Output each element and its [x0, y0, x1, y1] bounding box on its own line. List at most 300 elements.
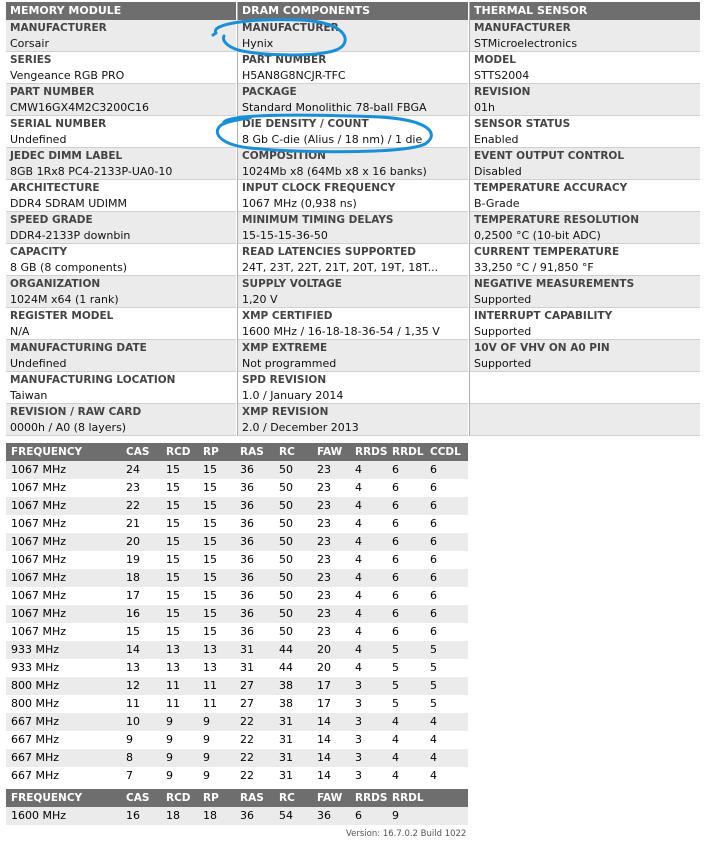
column-header: RAS: [240, 446, 264, 458]
table-cell: 15: [203, 553, 217, 566]
table-cell: 3: [355, 733, 362, 746]
info-field: [6, 116, 236, 148]
table-cell: 5: [430, 661, 437, 674]
field-label: PART NUMBER: [242, 54, 327, 66]
table-cell: 3: [355, 679, 362, 692]
empty-field: [470, 372, 700, 404]
table-cell: 4: [430, 733, 437, 746]
table-cell: 36: [240, 481, 254, 494]
info-field: [238, 84, 468, 116]
info-field: [238, 276, 468, 308]
table-cell: 4: [392, 751, 399, 764]
table-cell: 17: [317, 697, 331, 710]
table-cell: 31: [279, 715, 293, 728]
table-cell: 21: [126, 517, 140, 530]
field-label: SUPPLY VOLTAGE: [242, 278, 342, 290]
table-cell: 5: [392, 661, 399, 674]
table-cell: 800 MHz: [11, 697, 60, 710]
info-field: [470, 244, 700, 276]
info-field: [470, 116, 700, 148]
field-label: SPD REVISION: [242, 374, 327, 386]
table-cell: 36: [240, 517, 254, 530]
table-cell: 9: [166, 769, 173, 782]
table-cell: 36: [240, 571, 254, 584]
column-header: FAW: [317, 792, 343, 804]
field-value: 8 GB (8 components): [10, 261, 128, 274]
field-label: REVISION / RAW CARD: [10, 406, 142, 418]
field-label: INPUT CLOCK FREQUENCY: [242, 182, 396, 194]
field-label: SENSOR STATUS: [474, 118, 571, 130]
info-field: [238, 180, 468, 212]
field-value: Not programmed: [242, 357, 337, 370]
table-cell: 5: [430, 697, 437, 710]
table-cell: 4: [355, 589, 362, 602]
table-cell: 50: [279, 499, 293, 512]
thermal-sensor-header: THERMAL SENSOR: [470, 2, 700, 20]
table-cell: 15: [166, 589, 180, 602]
table-cell: 36: [240, 499, 254, 512]
table-cell: 15: [166, 553, 180, 566]
info-field: [470, 308, 700, 340]
table-row: [6, 479, 468, 497]
table-cell: 36: [240, 535, 254, 548]
info-field: [238, 116, 468, 148]
field-label: JEDEC DIMM LABEL: [10, 150, 123, 162]
info-field: [6, 180, 236, 212]
field-value: 33,250 °C / 91,850 °F: [474, 261, 594, 274]
table-cell: 18: [126, 571, 140, 584]
info-field: [238, 20, 468, 52]
table-cell: 50: [279, 607, 293, 620]
field-value: Vengeance RGB PRO: [10, 69, 125, 82]
column-header: CCDL: [430, 446, 461, 458]
table-cell: 36: [240, 589, 254, 602]
table-cell: 4: [392, 769, 399, 782]
table-cell: 36: [240, 607, 254, 620]
info-field: [470, 84, 700, 116]
table-cell: 4: [355, 661, 362, 674]
table-cell: 6: [430, 535, 437, 548]
table-cell: 22: [240, 751, 254, 764]
table-row: [6, 569, 468, 587]
table-cell: 9: [203, 715, 210, 728]
info-field: [238, 372, 468, 404]
table-cell: 6: [392, 535, 399, 548]
table-cell: 50: [279, 589, 293, 602]
field-label: XMP EXTREME: [242, 342, 328, 354]
table-cell: 9: [392, 809, 399, 822]
table-cell: 15: [203, 481, 217, 494]
table-cell: 14: [317, 733, 331, 746]
info-field: [6, 20, 236, 52]
table-cell: 15: [166, 481, 180, 494]
table-cell: 4: [355, 607, 362, 620]
field-value: Standard Monolithic 78-ball FBGA: [242, 101, 427, 114]
field-value: 24T, 23T, 22T, 21T, 20T, 19T, 18T...: [242, 261, 439, 274]
empty-field: [470, 404, 700, 436]
column-header: RRDL: [392, 792, 424, 804]
table-cell: 50: [279, 553, 293, 566]
table-cell: 11: [126, 697, 140, 710]
table-cell: 4: [355, 499, 362, 512]
table-cell: 1067 MHz: [11, 571, 67, 584]
table-cell: 3: [355, 697, 362, 710]
info-field: [470, 52, 700, 84]
table-cell: 9: [166, 715, 173, 728]
table-cell: 20: [317, 661, 331, 674]
field-value: 8GB 1Rx8 PC4-2133P-UA0-10: [10, 165, 173, 178]
field-value: CMW16GX4M2C3200C16: [10, 101, 149, 114]
table-cell: 4: [355, 553, 362, 566]
table-cell: 15: [203, 535, 217, 548]
table-cell: 13: [166, 643, 180, 656]
table-cell: 6: [430, 463, 437, 476]
table-cell: 4: [355, 571, 362, 584]
table-cell: 13: [126, 661, 140, 674]
info-field: [6, 276, 236, 308]
table-cell: 6: [392, 607, 399, 620]
table-cell: 15: [203, 625, 217, 638]
table-row: [6, 677, 468, 695]
table-cell: 11: [203, 679, 217, 692]
table-cell: 23: [317, 463, 331, 476]
field-label: PART NUMBER: [10, 86, 95, 98]
table-cell: 50: [279, 463, 293, 476]
table-cell: 23: [317, 571, 331, 584]
info-field: [470, 180, 700, 212]
info-field: [6, 244, 236, 276]
table-cell: 667 MHz: [11, 751, 60, 764]
table-cell: 6: [430, 499, 437, 512]
table-cell: 54: [279, 809, 293, 822]
table-cell: 14: [317, 715, 331, 728]
column-header: RCD: [166, 446, 191, 458]
table-cell: 16: [126, 809, 140, 822]
table-cell: 23: [317, 499, 331, 512]
table-cell: 14: [126, 643, 140, 656]
table-cell: 13: [203, 643, 217, 656]
field-value: N/A: [10, 325, 30, 338]
column-header: RP: [203, 792, 219, 804]
field-value: Disabled: [474, 165, 522, 178]
table-cell: 14: [317, 769, 331, 782]
info-field: [238, 212, 468, 244]
table-cell: 6: [355, 809, 362, 822]
table-cell: 6: [392, 553, 399, 566]
table-cell: 15: [166, 517, 180, 530]
table-cell: 4: [355, 463, 362, 476]
table-cell: 15: [203, 589, 217, 602]
table-cell: 27: [240, 697, 254, 710]
memory-module-header: MEMORY MODULE: [6, 2, 236, 20]
table-cell: 20: [317, 643, 331, 656]
info-field: [470, 148, 700, 180]
field-value: STMicroelectronics: [474, 37, 578, 50]
table-cell: 3: [355, 751, 362, 764]
table-row: [6, 461, 468, 479]
table-cell: 1067 MHz: [11, 553, 67, 566]
field-label: SPEED GRADE: [10, 214, 93, 226]
table-cell: 5: [392, 679, 399, 692]
table-cell: 17: [126, 589, 140, 602]
field-label: CAPACITY: [10, 246, 68, 258]
field-value: Undefined: [10, 133, 67, 146]
field-value: 8 Gb C-die (Alius / 18 nm) / 1 die: [242, 133, 423, 146]
field-value: 0000h / A0 (8 layers): [10, 421, 127, 434]
table-cell: 9: [126, 733, 133, 746]
dram-components-header: DRAM COMPONENTS: [238, 2, 468, 20]
info-field: [6, 308, 236, 340]
table-cell: 1600 MHz: [11, 809, 67, 822]
table-cell: 15: [203, 517, 217, 530]
field-label: MANUFACTURING LOCATION: [10, 374, 176, 386]
table-cell: 44: [279, 643, 293, 656]
field-value: STTS2004: [474, 69, 530, 82]
table-cell: 50: [279, 517, 293, 530]
field-value: Undefined: [10, 357, 67, 370]
table-cell: 4: [392, 715, 399, 728]
info-field: [6, 84, 236, 116]
table-cell: 6: [430, 553, 437, 566]
table-row: [6, 767, 468, 785]
field-value: Supported: [474, 357, 532, 370]
table-cell: 36: [240, 809, 254, 822]
table-cell: 15: [203, 499, 217, 512]
table-cell: 4: [430, 769, 437, 782]
field-value: Taiwan: [10, 389, 48, 402]
field-label: PACKAGE: [242, 86, 297, 98]
table-cell: 6: [430, 481, 437, 494]
field-label: NEGATIVE MEASUREMENTS: [474, 278, 635, 290]
info-field: [238, 404, 468, 436]
table-cell: 6: [392, 499, 399, 512]
table-cell: 1067 MHz: [11, 589, 67, 602]
field-label: MANUFACTURER: [242, 22, 339, 34]
info-field: [6, 52, 236, 84]
table-cell: 5: [430, 679, 437, 692]
table-row: [6, 641, 468, 659]
table-row: [6, 807, 468, 825]
table-cell: 23: [317, 535, 331, 548]
table-row: [6, 695, 468, 713]
table-cell: 15: [166, 571, 180, 584]
table-cell: 23: [317, 517, 331, 530]
table-cell: 4: [355, 625, 362, 638]
table-cell: 4: [430, 715, 437, 728]
table-row: [6, 551, 468, 569]
table-cell: 6: [430, 625, 437, 638]
table-cell: 7: [126, 769, 133, 782]
column-header: RRDS: [355, 792, 388, 804]
table-row: [6, 497, 468, 515]
field-value: 01h: [474, 101, 495, 114]
table-cell: 9: [166, 751, 173, 764]
column-header: RC: [279, 446, 295, 458]
field-label: COMPOSITION: [242, 150, 326, 162]
table-cell: 1067 MHz: [11, 463, 67, 476]
field-label: TEMPERATURE ACCURACY: [474, 182, 628, 194]
field-value: Supported: [474, 293, 532, 306]
thermal-sensor-panel: [470, 2, 700, 436]
table-cell: 9: [203, 733, 210, 746]
table-cell: 8: [126, 751, 133, 764]
table-cell: 22: [240, 733, 254, 746]
table-cell: 38: [279, 697, 293, 710]
table-cell: 1067 MHz: [11, 499, 67, 512]
field-value: Supported: [474, 325, 532, 338]
table-row: [6, 605, 468, 623]
table-cell: 15: [203, 607, 217, 620]
table-cell: 1067 MHz: [11, 481, 67, 494]
table-cell: 38: [279, 679, 293, 692]
field-label: ORGANIZATION: [10, 278, 101, 290]
xmp-table-header-row: [6, 789, 468, 807]
info-field: [6, 372, 236, 404]
column-header: RAS: [240, 792, 264, 804]
field-value: DDR4 SDRAM UDIMM: [10, 197, 127, 210]
table-cell: 31: [240, 643, 254, 656]
table-row: [6, 533, 468, 551]
table-cell: 4: [355, 535, 362, 548]
table-cell: 44: [279, 661, 293, 674]
table-cell: 11: [166, 697, 180, 710]
dram-components-panel: [238, 2, 468, 436]
table-cell: 6: [392, 481, 399, 494]
table-cell: 13: [203, 661, 217, 674]
field-label: INTERRUPT CAPABILITY: [474, 310, 613, 322]
field-value: Corsair: [10, 37, 49, 50]
table-cell: 6: [392, 589, 399, 602]
table-cell: 10: [126, 715, 140, 728]
table-cell: 11: [203, 697, 217, 710]
memory-module-panel: [6, 2, 236, 436]
field-value: B-Grade: [474, 197, 520, 210]
field-label: MANUFACTURING DATE: [10, 342, 147, 354]
table-cell: 31: [279, 733, 293, 746]
table-cell: 23: [317, 589, 331, 602]
field-label: REVISION: [474, 86, 531, 98]
table-cell: 933 MHz: [11, 643, 60, 656]
field-label: DIE DENSITY / COUNT: [242, 118, 369, 130]
column-header: RP: [203, 446, 219, 458]
field-label: SERIAL NUMBER: [10, 118, 107, 130]
field-value: DDR4-2133P downbin: [10, 229, 131, 242]
table-cell: 22: [240, 769, 254, 782]
info-field: [6, 340, 236, 372]
field-value: 2.0 / December 2013: [242, 421, 359, 434]
field-label: READ LATENCIES SUPPORTED: [242, 246, 416, 258]
info-field: [470, 20, 700, 52]
info-field: [6, 148, 236, 180]
table-cell: 6: [430, 589, 437, 602]
table-cell: 15: [126, 625, 140, 638]
table-cell: 36: [240, 463, 254, 476]
info-field: [238, 244, 468, 276]
table-cell: 1067 MHz: [11, 535, 67, 548]
field-value: 1024Mb x8 (64Mb x8 x 16 banks): [242, 165, 427, 178]
info-field: [470, 276, 700, 308]
table-cell: 1067 MHz: [11, 607, 67, 620]
table-cell: 50: [279, 481, 293, 494]
field-label: REGISTER MODEL: [10, 310, 114, 322]
table-cell: 6: [392, 571, 399, 584]
version-label: Version: 16.7.0.2 Build 1022: [346, 829, 467, 839]
table-cell: 22: [240, 715, 254, 728]
column-header: FREQUENCY: [11, 792, 83, 804]
table-row: [6, 713, 468, 731]
table-cell: 667 MHz: [11, 733, 60, 746]
table-cell: 4: [355, 643, 362, 656]
table-cell: 36: [317, 809, 331, 822]
info-field: [6, 404, 236, 436]
table-cell: 4: [355, 481, 362, 494]
table-cell: 5: [430, 643, 437, 656]
field-value: 1024M x64 (1 rank): [10, 293, 119, 306]
table-cell: 31: [279, 769, 293, 782]
table-cell: 15: [203, 463, 217, 476]
table-cell: 14: [317, 751, 331, 764]
table-cell: 50: [279, 571, 293, 584]
info-field: [238, 340, 468, 372]
table-cell: 9: [203, 769, 210, 782]
table-cell: 9: [203, 751, 210, 764]
table-cell: 4: [355, 517, 362, 530]
table-cell: 6: [392, 517, 399, 530]
field-value: H5AN8G8NCJR-TFC: [242, 69, 346, 82]
table-cell: 18: [203, 809, 217, 822]
field-label: MANUFACTURER: [10, 22, 107, 34]
table-cell: 6: [392, 625, 399, 638]
table-cell: 15: [166, 499, 180, 512]
column-header: CAS: [126, 446, 150, 458]
table-row: [6, 515, 468, 533]
field-value: 1600 MHz / 16-18-18-36-54 / 1,35 V: [242, 325, 440, 338]
table-cell: 5: [392, 697, 399, 710]
table-cell: 20: [126, 535, 140, 548]
table-cell: 5: [392, 643, 399, 656]
table-cell: 15: [166, 463, 180, 476]
table-cell: 15: [166, 625, 180, 638]
column-header: RC: [279, 792, 295, 804]
field-value: Hynix: [242, 37, 274, 50]
info-field: [470, 212, 700, 244]
table-row: [6, 587, 468, 605]
table-row: [6, 659, 468, 677]
table-cell: 6: [430, 517, 437, 530]
timing-table: [6, 443, 468, 785]
field-label: SERIES: [10, 54, 52, 66]
field-label: EVENT OUTPUT CONTROL: [474, 150, 625, 162]
info-field: [6, 212, 236, 244]
field-label: TEMPERATURE RESOLUTION: [474, 214, 640, 226]
column-header: FAW: [317, 446, 343, 458]
table-cell: 50: [279, 625, 293, 638]
column-header: RCD: [166, 792, 191, 804]
table-cell: 23: [317, 481, 331, 494]
table-cell: 11: [166, 679, 180, 692]
table-cell: 3: [355, 715, 362, 728]
table-cell: 19: [126, 553, 140, 566]
table-cell: 23: [317, 553, 331, 566]
table-cell: 31: [240, 661, 254, 674]
table-cell: 36: [240, 625, 254, 638]
table-row: [6, 749, 468, 767]
table-cell: 6: [430, 571, 437, 584]
table-cell: 12: [126, 679, 140, 692]
table-cell: 15: [203, 571, 217, 584]
table-cell: 27: [240, 679, 254, 692]
table-cell: 22: [126, 499, 140, 512]
